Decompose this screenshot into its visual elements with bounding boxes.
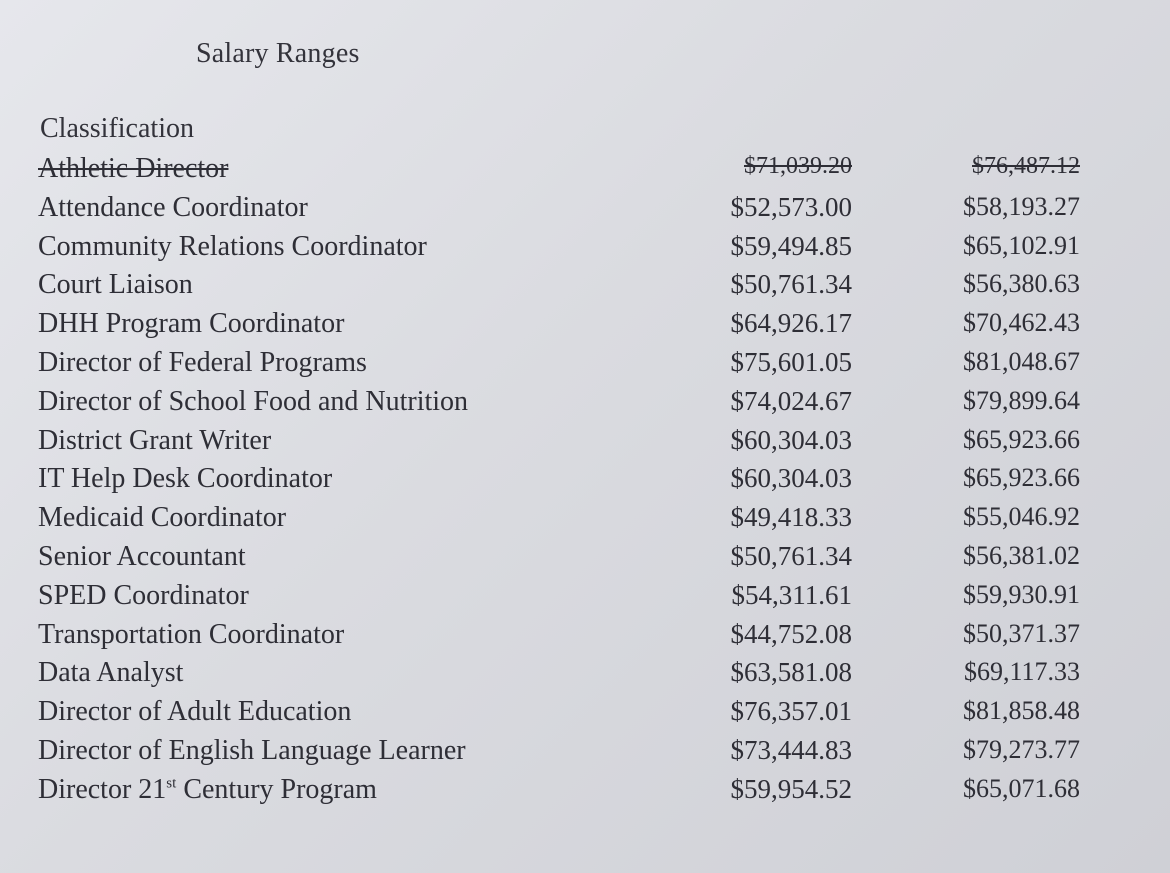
salary-max-cell: $65,102.91	[963, 230, 1080, 260]
table-row	[0, 502, 1170, 541]
classification-cell: Court Liaison	[38, 269, 193, 301]
salary-max-cell: $79,273.77	[963, 734, 1080, 764]
classification-cell: Attendance Coordinator	[38, 191, 308, 223]
salary-min-cell: $54,311.61	[731, 579, 852, 610]
classification-cell: Transportation Coordinator	[38, 618, 345, 650]
classification-cell	[38, 774, 377, 806]
table-row	[0, 696, 1170, 735]
classification-cell: IT Help Desk Coordinator	[38, 463, 333, 495]
salary-min-cell: $59,954.52	[730, 773, 852, 804]
salary-min-cell: $50,761.34	[730, 540, 852, 571]
salary-min-cell: $64,926.17	[730, 308, 852, 339]
salary-min-cell: $44,752.08	[730, 618, 852, 649]
salary-max-cell: $65,923.66	[963, 463, 1080, 493]
salary-min-cell: $71,039.20	[744, 153, 852, 179]
salary-max-cell: $55,046.92	[963, 502, 1080, 532]
classification-cell: Director of Federal Programs	[38, 346, 367, 378]
salary-max-cell: $56,381.02	[963, 540, 1080, 570]
salary-min-cell: $60,304.03	[730, 463, 852, 494]
table-row	[0, 463, 1170, 502]
classification-cell: Senior Accountant	[38, 540, 246, 572]
salary-min-cell: $60,304.03	[730, 424, 852, 455]
salary-max-cell: $79,899.64	[963, 385, 1080, 415]
salary-max-cell: $81,858.48	[963, 696, 1080, 726]
salary-min-cell: $50,761.34	[730, 269, 852, 300]
table-row	[0, 541, 1170, 580]
table-row	[0, 580, 1170, 619]
classification-cell: DHH Program Coordinator	[38, 308, 345, 340]
page-title: Salary Ranges	[196, 38, 360, 69]
classification-cell: Medicaid Coordinator	[38, 502, 287, 534]
classification-cell: Athletic Director	[38, 153, 229, 184]
classification-text: Century Program	[176, 773, 377, 805]
classification-cell: Director of School Food and Nutrition	[38, 385, 469, 417]
salary-max-cell: $56,380.63	[963, 269, 1080, 299]
ordinal-suffix: st	[166, 775, 177, 792]
classification-cell: Director of English Language Learner	[38, 734, 466, 766]
table-row	[0, 231, 1170, 270]
table-row	[0, 269, 1170, 308]
salary-table	[0, 153, 1170, 813]
salary-max-cell: $58,193.27	[963, 191, 1080, 221]
table-row	[0, 153, 1170, 192]
table-row	[0, 386, 1170, 425]
salary-max-cell: $69,117.33	[963, 657, 1080, 687]
table-row	[0, 425, 1170, 464]
salary-min-cell: $63,581.08	[730, 657, 852, 688]
salary-max-cell: $50,371.37	[963, 618, 1080, 648]
salary-min-cell: $74,024.67	[730, 385, 852, 416]
salary-max-cell: $76,487.12	[972, 153, 1080, 179]
salary-min-cell: $59,494.85	[730, 230, 852, 261]
salary-min-cell: $76,357.01	[730, 696, 852, 727]
classification-cell: SPED Coordinator	[38, 579, 249, 611]
salary-max-cell: $70,462.43	[963, 308, 1080, 338]
salary-min-cell: $75,601.05	[730, 346, 852, 377]
classification-cell: Data Analyst	[38, 657, 184, 689]
salary-max-cell: $81,048.67	[963, 346, 1080, 376]
salary-min-cell: $52,573.00	[730, 191, 852, 222]
table-row	[0, 192, 1170, 231]
classification-cell: District Grant Writer	[38, 424, 272, 456]
table-row	[0, 657, 1170, 696]
classification-cell: Community Relations Coordinator	[38, 230, 427, 262]
table-row	[0, 774, 1170, 813]
salary-max-cell: $65,923.66	[963, 424, 1080, 454]
salary-max-cell: $65,071.68	[963, 773, 1080, 803]
salary-max-cell: $59,930.91	[963, 579, 1080, 609]
classification-column-header: Classification	[40, 113, 194, 144]
table-row	[0, 308, 1170, 347]
table-row	[0, 347, 1170, 386]
classification-text: Director 21	[38, 773, 167, 805]
table-row	[0, 735, 1170, 774]
classification-cell: Director of Adult Education	[38, 696, 352, 728]
salary-min-cell: $73,444.83	[730, 734, 852, 765]
salary-min-cell: $49,418.33	[730, 502, 852, 533]
table-row	[0, 619, 1170, 658]
